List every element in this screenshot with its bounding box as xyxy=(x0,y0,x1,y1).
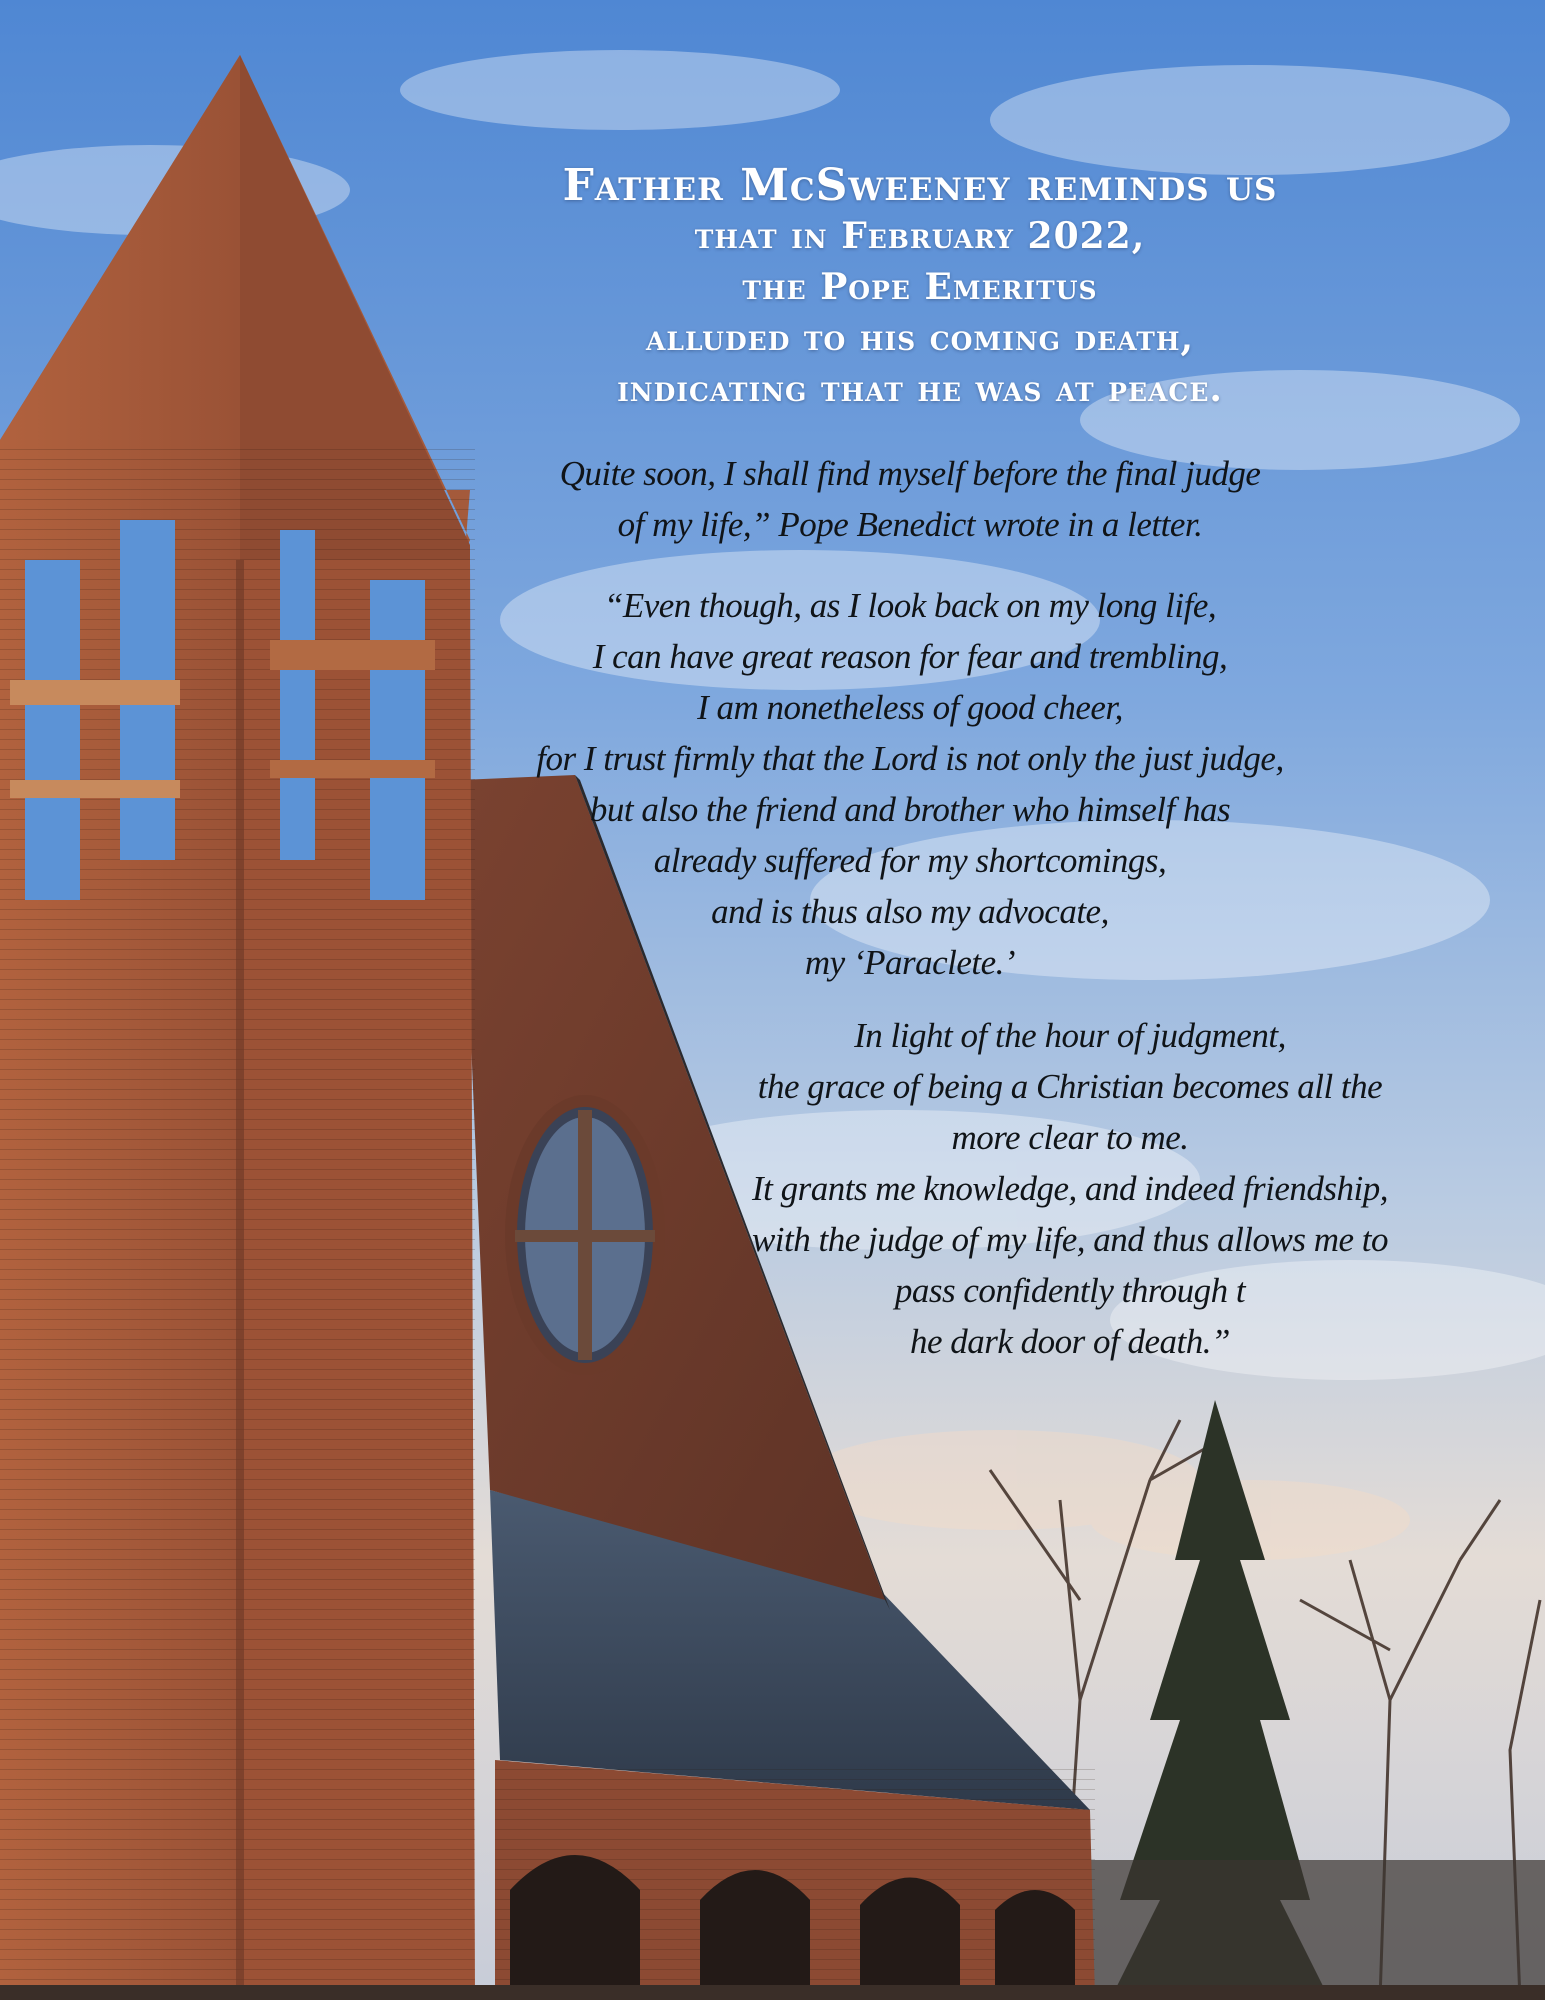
quote-line: “Even though, as I look back on my long life, xyxy=(603,586,1217,625)
quote-line: more clear to me. xyxy=(951,1118,1189,1157)
heading-line-2: that in February 2022, xyxy=(694,215,1146,257)
quote-line: It grants me knowledge, and indeed friendship, xyxy=(751,1169,1389,1208)
quote-line: he dark door of death.” xyxy=(909,1322,1230,1361)
quote-line: In light of the hour of judgment, xyxy=(854,1016,1286,1055)
quote-line: and is thus also my advocate, xyxy=(711,892,1109,931)
quote-line: the grace of being a Christian becomes all the xyxy=(757,1067,1383,1106)
quote-line: my ‘Paraclete.’ xyxy=(804,943,1016,982)
quote-line: I am nonetheless of good cheer, xyxy=(697,688,1123,727)
quote-line: of my life,” Pope Benedict wrote in a letter. xyxy=(617,505,1203,544)
heading-line-3: the Pope Emeritus xyxy=(742,266,1098,308)
quote-line: already suffered for my shortcomings, xyxy=(653,841,1167,880)
heading-line-1: Father McSweeney reminds us xyxy=(562,160,1278,211)
quote-line: but also the friend and brother who himself has xyxy=(589,790,1231,829)
quote-line: pass confidently through t xyxy=(894,1271,1246,1310)
quote-paragraph-2 xyxy=(360,580,1460,988)
quote-line: for I trust firmly that the Lord is not only the just judge, xyxy=(536,739,1284,778)
quote-paragraph-1 xyxy=(260,448,1545,550)
heading-block xyxy=(430,160,1410,415)
quote-line: Quite soon, I shall find myself before the final judge xyxy=(559,454,1261,493)
heading-line-4: alluded to his coming death, xyxy=(645,317,1195,359)
quote-line: I can have great reason for fear and trembling, xyxy=(592,637,1228,676)
quote-line: with the judge of my life, and thus allows me to xyxy=(751,1220,1389,1259)
heading-line-5: indicating that he was at peace. xyxy=(617,368,1223,410)
quote-paragraph-3 xyxy=(540,1010,1545,1367)
